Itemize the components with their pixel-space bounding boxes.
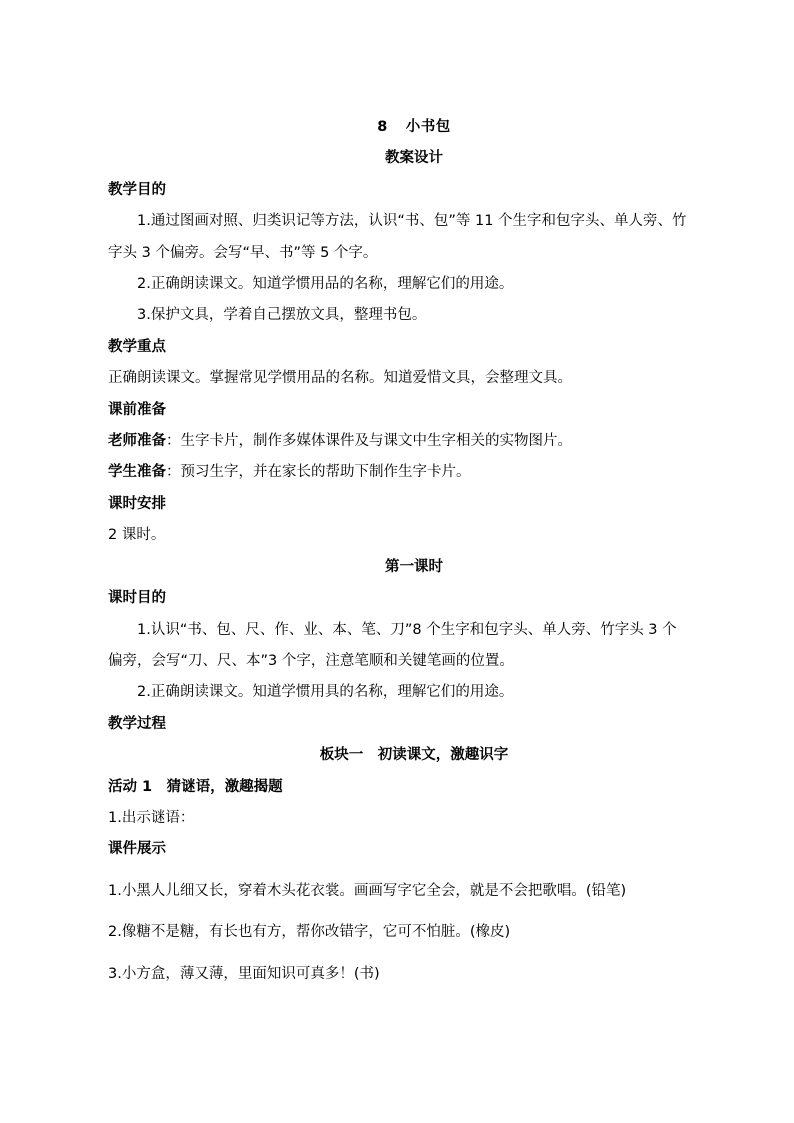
lesson-goal-2: 2.正确朗读课文。知道学惯用具的名称，理解它们的用途。	[137, 684, 514, 701]
section-heading-schedule: 课时安排	[108, 495, 166, 512]
section-heading-process: 教学过程	[108, 715, 166, 732]
riddle-1: 1.小黑人儿细又长，穿着木头花衣裳。画画写字它全会，就是不会把歌唱。(铅笔)	[108, 882, 627, 899]
teacher-preparation-label: 老师准备	[108, 433, 166, 450]
lesson-goal-1-line-1: 1.认识“书、包、尺、作、业、本、笔、刀”8 个生字和包字头、单人旁、竹字头 3 个	[137, 621, 677, 638]
student-preparation	[108, 457, 720, 488]
lesson-title-text: 小书包	[405, 119, 451, 135]
lesson-1-heading: 第一课时	[385, 558, 443, 575]
subtitle: 教案设计	[385, 150, 443, 167]
key-points-text: 正确朗读课文。掌握常见学惯用品的名称。知道爱惜文具，会整理文具。	[108, 370, 572, 387]
teacher-preparation-text: ：生字卡片，制作多媒体课件及与课文中生字相关的实物图片。	[166, 433, 572, 450]
step-1: 1.出示谜语：	[108, 809, 195, 826]
goal-1-line-1: 1.通过图画对照、归类识记等方法，认识“书、包”等 11 个生字和包字头、单人旁、竹	[137, 213, 687, 230]
courseware-heading: 课件展示	[108, 841, 166, 858]
goal-3: 3.保护文具，学着自己摆放文具，整理书包。	[137, 307, 427, 324]
student-preparation-label: 学生准备	[108, 464, 166, 481]
goal-2: 2.正确朗读课文。知道学惯用品的名称，理解它们的用途。	[137, 276, 514, 293]
lesson-goal-1-line-2: 偏旁，会写“刀、尺、本”3 个字，注意笔顺和关键笔画的位置。	[108, 652, 514, 669]
student-preparation-text: ：预习生字，并在家长的帮助下制作生字卡片。	[166, 464, 471, 481]
lesson-title	[108, 112, 720, 143]
module-1-heading: 板块一 初读课文，激趣识字	[319, 747, 509, 764]
section-heading-preparation: 课前准备	[108, 401, 166, 418]
teacher-preparation	[108, 426, 720, 457]
section-heading-key-points: 教学重点	[108, 338, 166, 355]
lesson-plan-body	[108, 112, 720, 990]
section-heading-lesson-goals: 课时目的	[108, 590, 166, 607]
riddle-3: 3.小方盒，薄又薄，里面知识可真多！(书)	[108, 965, 380, 982]
section-heading-goals: 教学目的	[108, 181, 166, 198]
riddle-2: 2.像糖不是糖，有长也有方，帮你改错字，它可不怕脏。(橡皮)	[108, 924, 511, 941]
goal-1-line-2: 字头 3 个偏旁。会写“早、书”等 5 个字。	[108, 244, 378, 261]
schedule-text: 2 课时。	[108, 527, 166, 544]
lesson-number: 8	[377, 119, 388, 135]
activity-1-heading: 活动 1 猜谜语，激趣揭题	[108, 778, 283, 795]
